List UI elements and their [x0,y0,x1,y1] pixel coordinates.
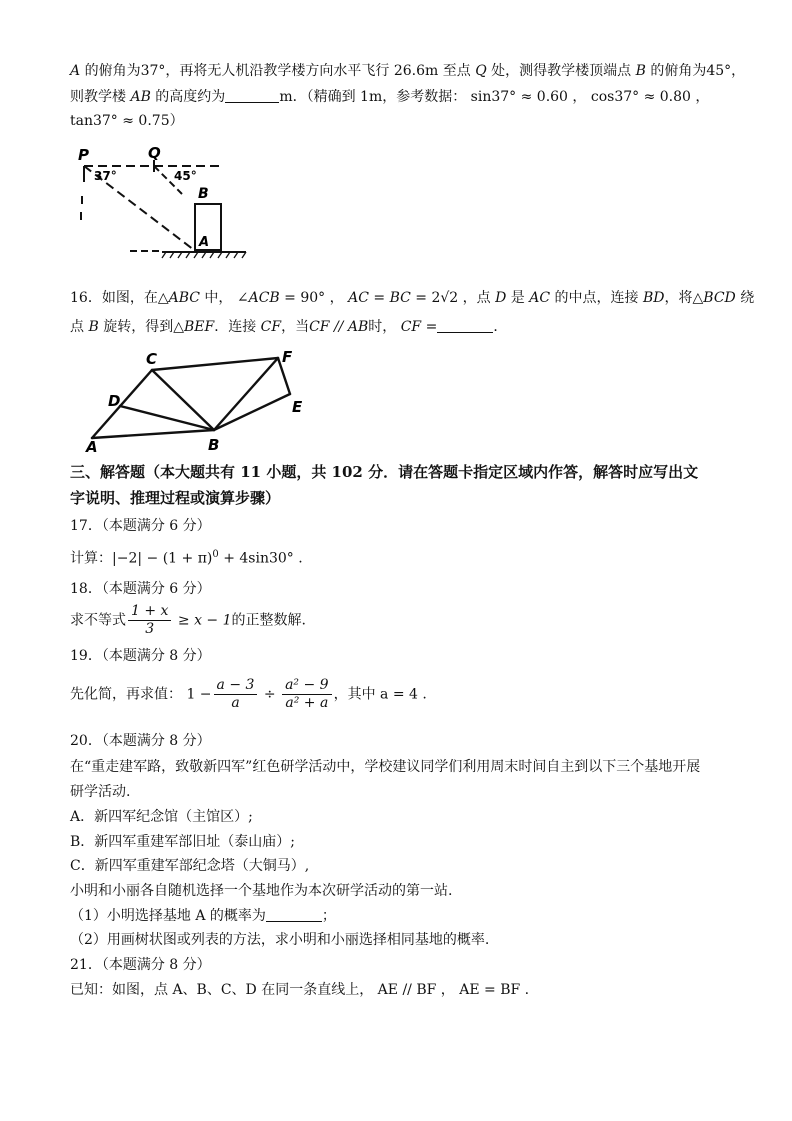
q16-l2-f: CF [260,319,282,335]
q19-expression [70,677,427,712]
q16-l1-j: D [495,290,507,306]
q19-numerator-1: a − 3 [214,677,258,695]
q16-l1-e: = 90° ， [279,290,349,306]
q16-label-d: D [108,392,121,410]
q16-segment-ab [92,430,214,438]
q16-label-c: C [146,350,158,368]
q18-denominator: 3 [145,621,155,637]
q17-expr: |−2| − (1 + π) [112,550,213,567]
q18-fraction [128,603,171,638]
q17-header: 17．（本题满分 6 分） [70,518,211,534]
q19-fraction-1 [214,677,258,712]
q15-l2-a: 则教学楼 [70,89,131,105]
q18-numerator: 1 + x [128,603,171,621]
q16-line-2 [70,318,507,336]
q19-header: 19．（本题满分 8 分） [70,648,211,664]
q15-l1-c: Q [475,63,487,79]
q17-expression [70,546,303,568]
q15-l2-c: 的高度约为 [150,89,226,105]
q15-label-b: B [198,186,209,202]
q19-divide: ÷ [259,686,281,703]
q16-l1-f: AC [348,290,369,306]
q18-relation: ≥ x − 1 [173,612,232,629]
q15-l2-d: m．（精确到 1m，参考数据： sin37° ≈ 0.60 ， cos37° ≈ 0.80 ， [279,89,710,105]
q17-tail: + 4sin30° . [218,550,303,567]
q16-l2-e: ．连接 [214,319,261,335]
q20-header: 20．（本题满分 8 分） [70,733,211,749]
q15-angle-37: 37° [94,169,117,183]
q15-label-p: P [78,146,89,164]
q18-suffix: 的正整数解. [231,612,306,629]
q16-l1-c: 中， ∠ [199,290,249,306]
q16-l1-m: 的中点，连接 [550,290,643,306]
q15-label-a: A [199,235,210,250]
q16-l1-h: BC [389,290,411,306]
q20-line-3: 小明和小丽各自随机选择一个基地作为本次研学活动的第一站. [70,883,453,899]
q16-label-b: B [208,436,220,454]
q16-l2-g: ，当 [281,319,310,335]
q19-suffix: ，其中 a = 4 . [333,686,427,703]
q15-l2-b: AB [130,89,151,105]
q16-l2-b: B [88,319,99,335]
q15-figure [70,142,260,262]
q16-l2-c: 旋转，得到△ [98,319,184,335]
q20-line-2: 研学活动. [70,784,131,800]
q16-l2-j: CF [400,319,422,335]
q19-numerator-2: a² − 9 [282,677,332,695]
q16-figure [80,346,320,454]
q18-header: 18．（本题满分 6 分） [70,581,211,597]
q16-l1-p: BCD [703,290,736,306]
q15-l1-d: 处，测得教学楼顶端点 [486,63,636,79]
q20-option-a: A．新四军纪念馆（主馆区）; [70,809,253,825]
q16-line-1 [70,289,754,307]
q20-sub1-end: ； [321,908,336,924]
q16-segment-bf [214,358,278,430]
q20-sub-2: （2）用画树状图或列表的方法，求小明和小丽选择相同基地的概率. [70,932,490,948]
q18-inequality [70,603,306,638]
q16-label-f: F [282,348,293,366]
q16-segment-ac [92,370,152,438]
q20-option-c: C．新四军重建军部纪念塔（大铜马）, [70,858,310,874]
q16-l2-d: BEF [183,319,215,335]
q15-l1-e: B [635,63,646,79]
q16-l1-n: BD [642,290,665,306]
q19-prefix: 先化简，再求值： 1 − [70,686,212,703]
q16-segment-cf [152,358,278,370]
q17-exponent: 0 [212,549,219,560]
q15-angle-45: 45° [174,169,197,183]
q16-l1-b: ABC [168,290,200,306]
q15-l1-f: 的俯角为45°， [645,63,746,79]
q16-l2-a: 点 [70,319,89,335]
q16-l2-l: ． [493,319,508,335]
q16-l2-i: 时， [368,319,401,335]
q16-l1-q: 绕 [735,290,755,306]
q16-l1-d: ACB [248,290,280,306]
section3-heading-line-2: 字说明、推理过程或演算步骤） [70,489,281,507]
q19-denominator-1: a [231,695,240,711]
q16-l2-h: CF // AB [309,319,369,335]
q20-sub1-text: （1）小明选择基地 A 的概率为 [70,908,266,924]
q16-label-a: A [86,438,98,454]
q19-denominator-2: a² + a [285,695,329,711]
section3-heading-line-1: 三、解答题（本大题共有 11 小题，共 102 分．请在答题卡指定区域内作答，解答时应写出文 [70,463,699,481]
q20-line-1: 在“重走建军路，致敬新四军”红色研学活动中，学校建议同学们利用周末时间自主到以下三个基地开展 [70,759,701,775]
q16-l1-k: 是 [506,290,530,306]
q17-prefix: 计算： [70,550,112,567]
q16-l1-l: AC [529,290,551,306]
q20-option-b: B．新四军重建军部旧址（泰山庙）; [70,834,296,850]
q18-prefix: 求不等式 [70,612,126,629]
q21-line-1: 已知：如图，点 A、B、C、D 在同一条直线上， AE // BF ， AE = BF . [70,982,530,998]
answer-blank-q15 [225,88,279,103]
q16-l1-o: ，将△ [664,290,704,306]
q16-l1-a: 16．如图，在△ [70,290,169,306]
answer-blank-q16 [437,318,493,333]
q15-label-q: Q [148,144,161,162]
q16-l1-g: = [368,290,390,306]
q15-l1-b: 的俯角为37°，再将无人机沿教学楼方向水平飞行 26.6m 至点 [80,63,476,79]
answer-blank-q20 [266,907,322,922]
q16-l1-i: = 2√2 ，点 [410,290,496,306]
q21-header: 21．（本题满分 8 分） [70,957,211,973]
q15-line-3: tan37° ≈ 0.75） [70,113,184,129]
q15-line-2 [70,88,709,106]
q16-label-e: E [292,398,303,416]
q15-l1-a: A [70,63,81,79]
q16-l2-k: = [421,319,438,335]
q15-line-1 [70,62,745,80]
q16-segment-be [214,394,290,430]
q20-sub-1 [70,907,336,925]
q19-fraction-2 [282,677,332,712]
